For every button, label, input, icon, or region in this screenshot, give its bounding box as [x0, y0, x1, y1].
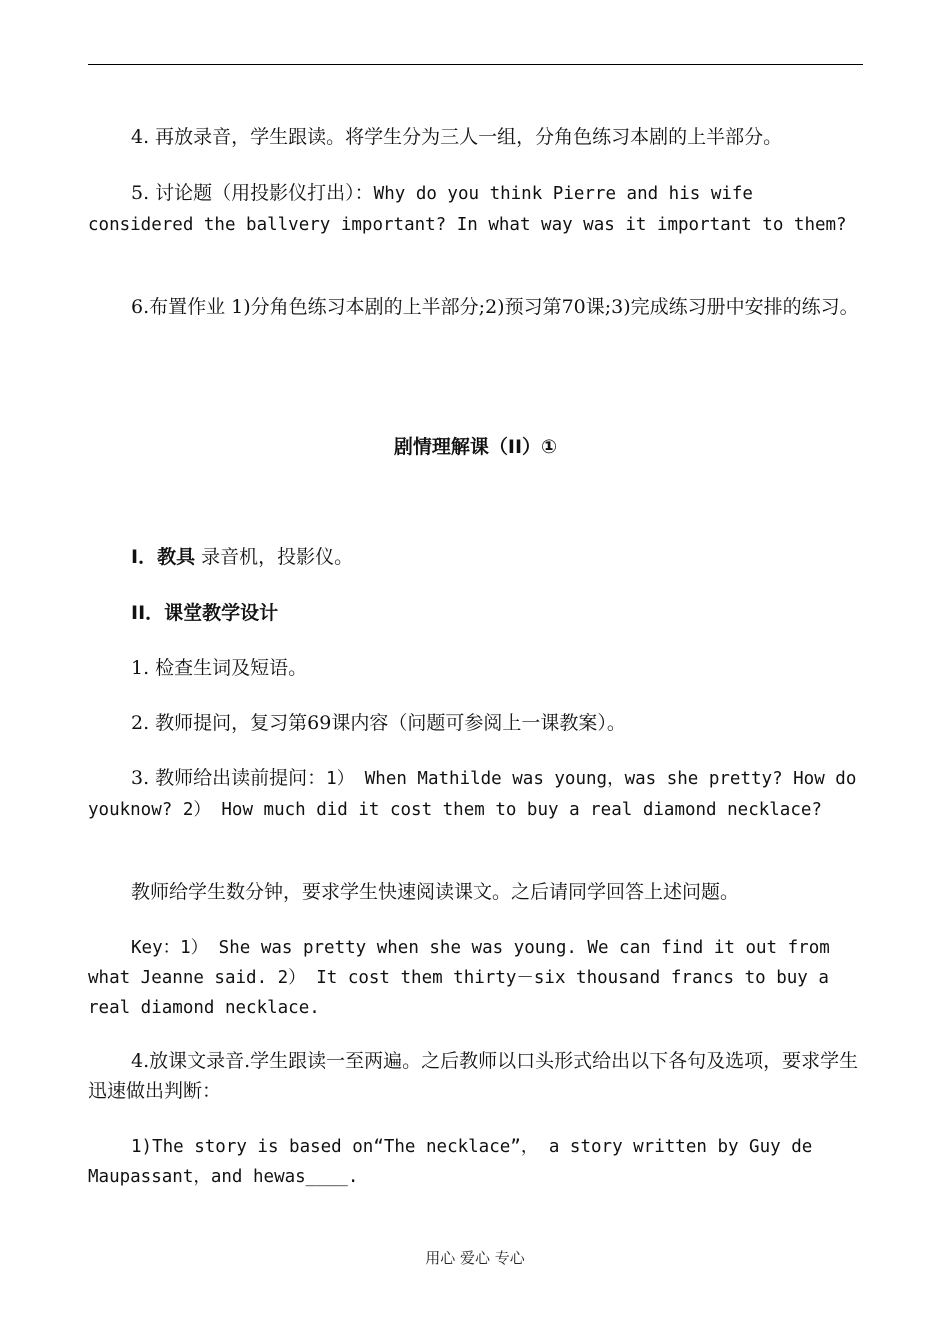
question-1 — [88, 1132, 863, 1192]
heading-class-design — [88, 598, 863, 628]
step-4-text: 4.放课文录音.学生跟读一至两遍。之后教师以口头形式给出以下各句及选项，要求学生迅速做出判断： — [88, 1050, 859, 1102]
paragraph-item-6 — [88, 292, 863, 322]
heading-2-label: 课堂教学设计 — [164, 602, 279, 624]
step-2-text: 2. 教师提问，复习第69课内容（问题可参阅上一课教案）。 — [131, 712, 626, 734]
item-6-text: 6.布置作业 1)分角色练习本剧的上半部分;2)预习第70课;3)完成练习册中安排的练习。 — [131, 296, 859, 318]
step-1-text: 1. 检查生词及短语。 — [131, 657, 308, 679]
step-3 — [88, 763, 863, 825]
item-5-question: Why do you think Pierre and his wife considered the ballvery important? In what way was it important to them? — [88, 184, 847, 235]
heading-1-number: I． — [131, 546, 158, 568]
heading-2-number: II． — [131, 602, 165, 624]
step-3-note-text: 教师给学生数分钟，要求学生快速阅读课文。之后请同学回答上述问题。 — [131, 881, 740, 903]
answer-key-text: Key：1） She was pretty when she was young. We can find it out from what Jeanne said. 2） It cost them thirty－six thousand francs to buy a real diamond necklace. — [88, 938, 830, 1018]
item-4-text: 4. 再放录音，学生跟读。将学生分为三人一组，分角色练习本剧的上半部分。 — [131, 126, 783, 148]
lesson-title: 剧情理解课（II）① — [393, 436, 558, 458]
step-3-note — [88, 877, 863, 907]
step-2 — [88, 708, 863, 738]
question-1-text: 1)The story is based on“The necklace”， a story written by Guy de Maupassant，and hewas____. — [88, 1137, 813, 1187]
item-5-prefix: 5. 讨论题（用投影仪打出）： — [131, 182, 374, 204]
paragraph-item-5 — [88, 178, 863, 240]
step-4 — [88, 1046, 863, 1106]
heading-teaching-aids — [88, 542, 863, 572]
step-3-questions: 1） When Mathilde was young，was she pretty? How do youknow? 2） How much did it cost them to buy a real diamond necklace? — [88, 769, 857, 820]
answer-key — [88, 933, 863, 1023]
paragraph-item-4 — [88, 122, 863, 152]
header-rule — [88, 64, 863, 65]
step-3-prefix: 3. 教师给出读前提问： — [131, 767, 327, 789]
heading-1-text: 录音机，投影仪。 — [201, 546, 354, 568]
heading-1-label: 教具 — [157, 546, 196, 568]
step-1 — [88, 653, 863, 683]
page-footer: 用心 爱心 专心 — [425, 1249, 525, 1267]
